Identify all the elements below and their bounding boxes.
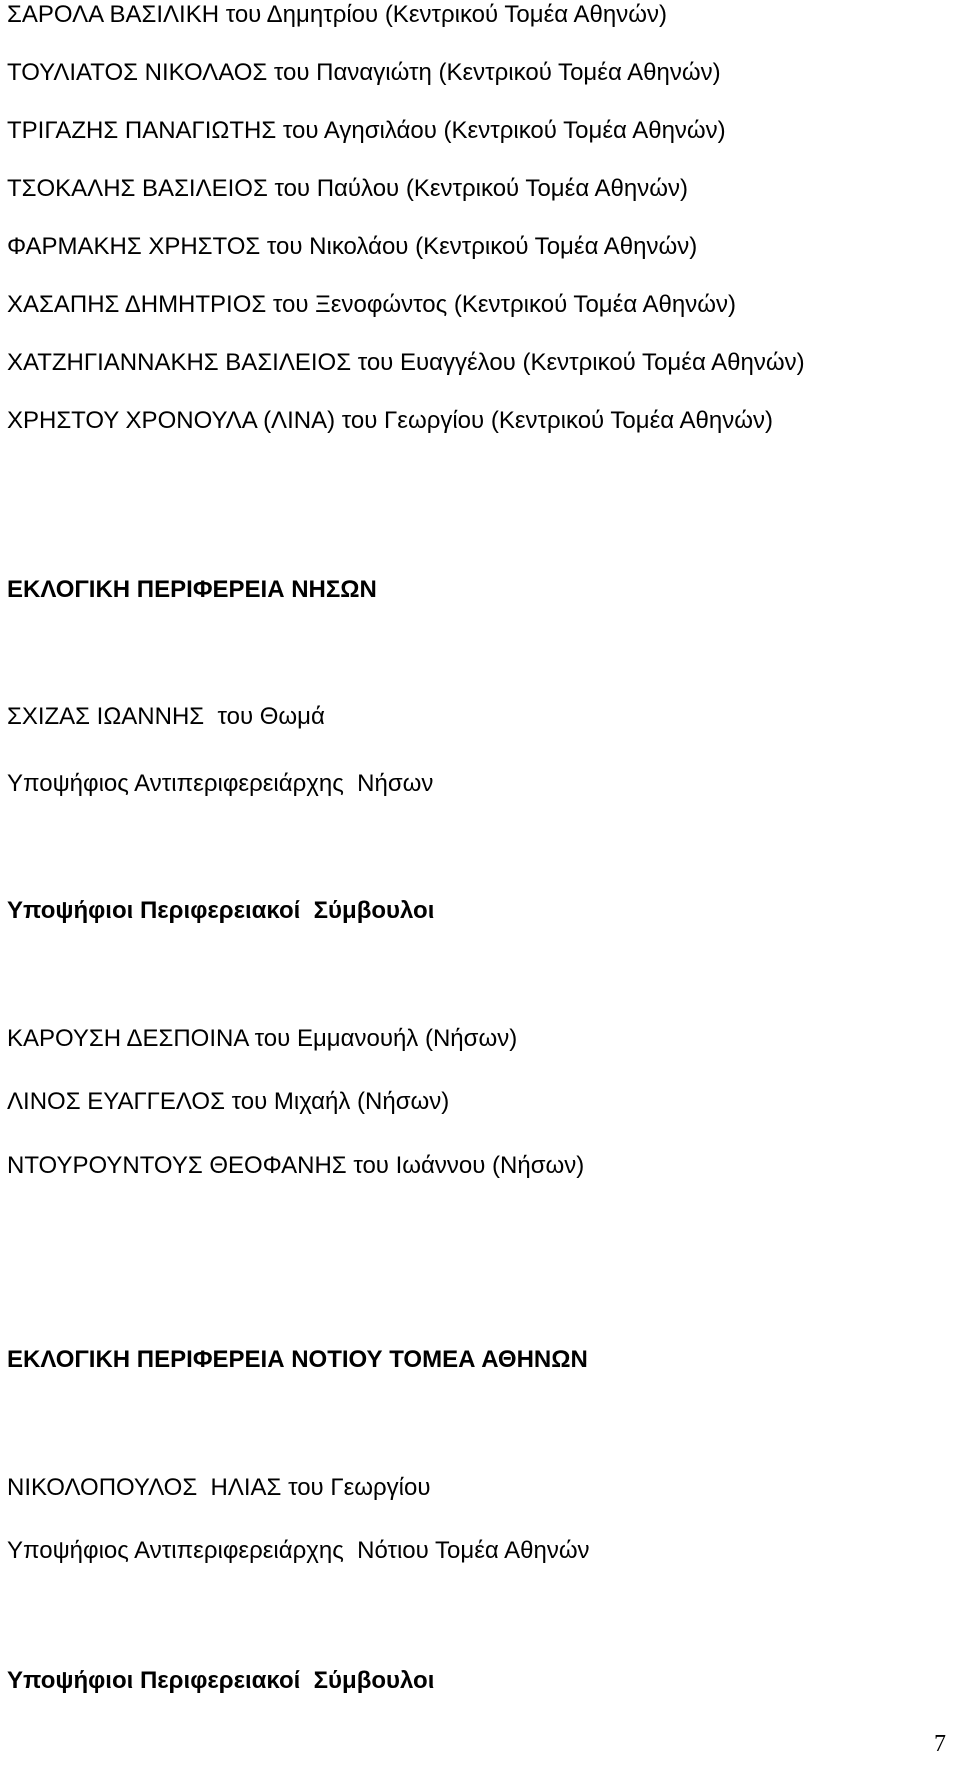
candidate-line: ΣΑΡΟΛΑ ΒΑΣΙΛΙΚΗ του Δημητρίου (Κεντρικού Τομέα Αθηνών) [7,1,667,28]
section-heading-south: ΕΚΛΟΓΙΚΗ ΠΕΡΙΦΕΡΕΙΑ ΝΟΤΙΟΥ ΤΟΜΕΑ ΑΘΗΝΩΝ [7,1346,588,1373]
candidate-line: ΧΑΤΖΗΓΙΑΝΝΑΚΗΣ ΒΑΣΙΛΕΙΟΣ του Ευαγγέλου (Κεντρικού Τομέα Αθηνών) [7,349,805,376]
vice-governor-candidate-name: ΣΧΙΖΑΣ ΙΩΑΝΝΗΣ του Θωμά [7,703,325,730]
councillor-line: ΚΑΡΟΥΣΗ ΔΕΣΠΟΙΝΑ του Εμμανουήλ (Νήσων) [7,1025,518,1052]
councillor-line: ΝΤΟΥΡΟΥΝΤΟΥΣ ΘΕΟΦΑΝΗΣ του Ιωάννου (Νήσων) [7,1152,585,1179]
councillor-line: ΛΙΝΟΣ ΕΥΑΓΓΕΛΟΣ του Μιχαήλ (Νήσων) [7,1088,450,1115]
candidate-line: ΤΣΟΚΑΛΗΣ ΒΑΣΙΛΕΙΟΣ του Παύλου (Κεντρικού Τομέα Αθηνών) [7,175,688,202]
page-number: 7 [934,1731,946,1757]
vice-governor-candidate-name: ΝΙΚΟΛΟΠΟΥΛΟΣ ΗΛΙΑΣ του Γεωργίου [7,1474,431,1501]
candidate-line: ΤΡΙΓΑΖΗΣ ΠΑΝΑΓΙΩΤΗΣ του Αγησιλάου (Κεντρικού Τομέα Αθηνών) [7,117,726,144]
candidate-line: ΤΟΥΛΙΑΤΟΣ ΝΙΚΟΛΑΟΣ του Παναγιώτη (Κεντρικού Τομέα Αθηνών) [7,59,721,86]
vice-governor-candidate-role: Υποψήφιος Αντιπεριφερειάρχης Νότιου Τομέα Αθηνών [7,1537,590,1564]
councillors-heading: Υποψήφιοι Περιφερειακοί Σύμβουλοι [7,1667,435,1694]
vice-governor-candidate-role: Υποψήφιος Αντιπεριφερειάρχης Νήσων [7,770,434,797]
councillors-heading: Υποψήφιοι Περιφερειακοί Σύμβουλοι [7,897,435,924]
candidate-line: ΧΡΗΣΤΟΥ ΧΡΟΝΟΥΛΑ (ΛΙΝΑ) του Γεωργίου (Κεντρικού Τομέα Αθηνών) [7,407,773,434]
candidate-line: ΧΑΣΑΠΗΣ ΔΗΜΗΤΡΙΟΣ του Ξενοφώντος (Κεντρικού Τομέα Αθηνών) [7,291,736,318]
candidate-line: ΦΑΡΜΑΚΗΣ ΧΡΗΣΤΟΣ του Νικολάου (Κεντρικού Τομέα Αθηνών) [7,233,698,260]
section-heading-islands: ΕΚΛΟΓΙΚΗ ΠΕΡΙΦΕΡΕΙΑ ΝΗΣΩΝ [7,576,377,603]
